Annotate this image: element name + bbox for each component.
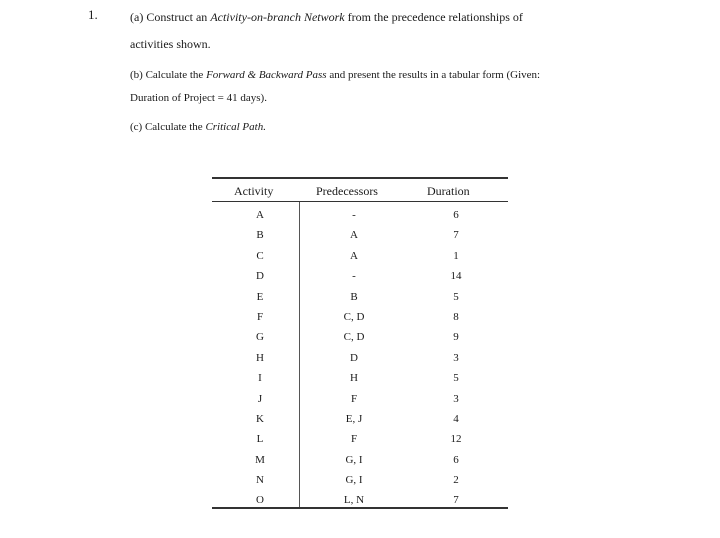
table-row [212,429,508,449]
table-row [212,327,508,347]
cell-activity: K [256,412,264,425]
table-row [212,450,508,470]
cell-duration: 5 [453,290,459,303]
part-b-line-1 [130,67,540,83]
part-c-emphasis: Critical Path. [205,121,266,133]
cell-predecessors: A [350,249,358,262]
table-header-rule [212,201,508,202]
part-c-line [130,119,266,135]
cell-activity: D [256,270,264,283]
part-b-emphasis: Forward & Backward Pass [206,69,327,81]
cell-activity: M [255,453,265,466]
part-b-line-2: Duration of Project = 41 days). [130,92,267,104]
cell-predecessors: G, I [345,474,363,487]
cell-predecessors: H [350,372,358,385]
cell-duration: 3 [453,351,459,364]
part-c-prefix: (c) Calculate the [130,121,206,133]
cell-predecessors: - [352,209,356,221]
cell-activity: O [256,494,264,507]
cell-activity: N [256,474,264,487]
cell-activity: A [256,209,264,221]
cell-activity: E [256,290,264,303]
table-row [212,266,508,286]
cell-predecessors: L, N [343,494,365,507]
header-activity: Activity [234,184,274,198]
cell-predecessors: C, D [343,310,365,323]
cell-duration: 1 [453,249,459,262]
table-row [212,246,508,266]
cell-activity: C [256,249,264,262]
cell-duration: 8 [453,310,459,323]
cell-duration: 9 [453,331,459,344]
part-b-suffix: and present the results in a tabular form (Given: [326,69,541,81]
table-row [212,348,508,368]
cell-predecessors: D [350,351,358,364]
cell-duration: 7 [453,494,459,507]
part-a-prefix: (a) Construct an [130,10,211,24]
cell-activity: H [256,351,264,364]
cell-activity: I [258,372,262,385]
part-a-emphasis: Activity-on-branch Network [210,10,345,24]
table-body [212,205,508,511]
cell-predecessors: F [350,392,358,405]
cell-duration: 6 [453,209,459,221]
table-row [212,470,508,490]
cell-predecessors: - [352,270,356,283]
cell-activity: J [257,392,263,405]
cell-activity: B [256,229,264,242]
table-row [212,287,508,307]
table-row [212,389,508,409]
cell-duration: 5 [453,372,459,385]
part-a-line-1 [130,9,523,25]
cell-duration: 12 [450,433,462,446]
cell-activity: F [256,310,264,323]
cell-duration: 4 [453,412,459,425]
table-row [212,409,508,429]
cell-predecessors: F [350,433,358,446]
cell-predecessors: B [350,290,358,303]
part-a-line-2: activities shown. [130,37,211,51]
question-number: 1. [88,7,98,22]
cell-predecessors: G, I [345,453,363,466]
cell-duration: 3 [453,392,459,405]
part-b-prefix: (b) Calculate the [130,69,207,81]
cell-activity: L [256,433,264,446]
table-row [212,225,508,245]
table-row [212,368,508,388]
cell-duration: 6 [453,453,459,466]
cell-activity: G [256,331,264,344]
cell-duration: 2 [453,474,459,487]
header-predecessors: Predecessors [316,184,378,198]
header-duration: Duration [427,184,470,198]
table-row [212,205,508,225]
cell-duration: 7 [453,229,459,242]
part-a-suffix: from the precedence relationships of [344,10,523,24]
cell-predecessors: E, J [345,412,363,425]
cell-predecessors: C, D [343,331,365,344]
table-row [212,307,508,327]
table-bottom-rule [212,507,508,509]
table-top-rule [212,177,508,179]
cell-predecessors: A [350,229,358,242]
cell-duration: 14 [450,270,462,283]
